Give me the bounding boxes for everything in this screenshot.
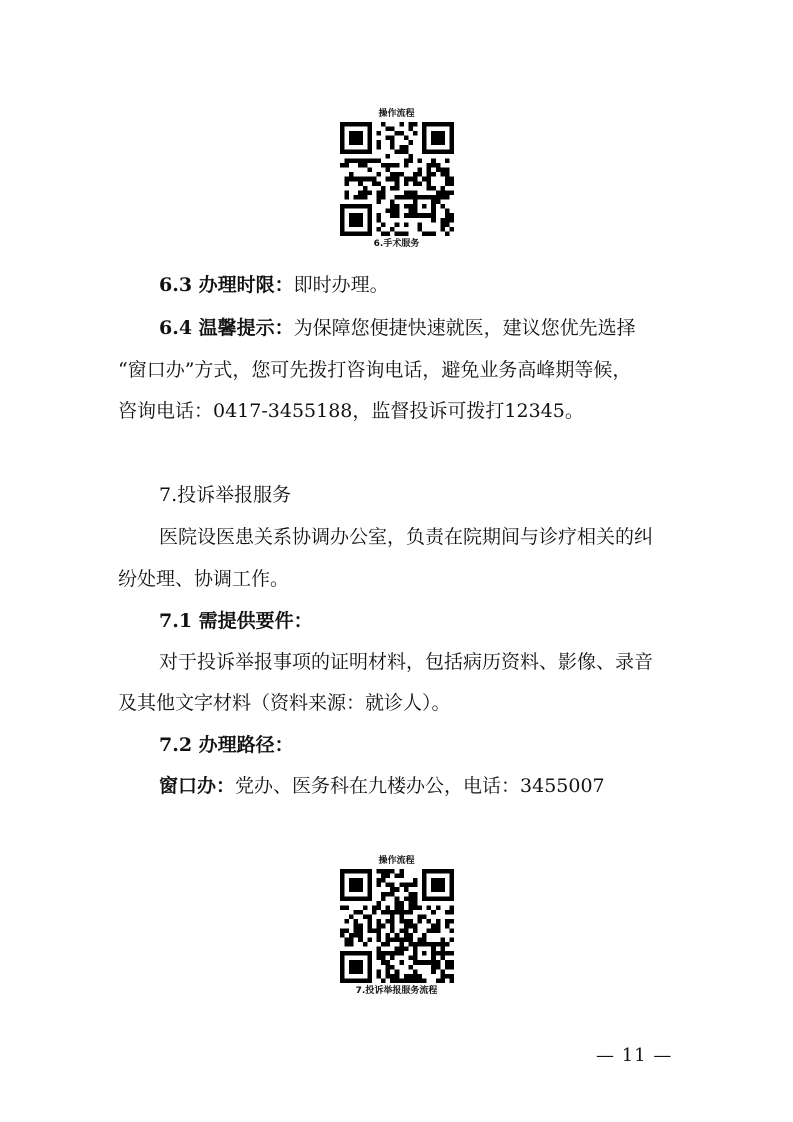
item-6-4-label: 6.4 温馨提示： xyxy=(159,317,294,339)
qr-caption-top: 操作流程 xyxy=(378,856,415,866)
item-6-3-text: 即时办理。 xyxy=(293,274,389,296)
item-6-4-line-2: “窗口办”方式，您可先拨打咨询电话，避免业务高峰期等候， xyxy=(118,359,632,381)
section-7-title: 7.投诉举报服务 xyxy=(159,484,292,506)
section-7-para-line-2: 纷处理、协调工作。 xyxy=(118,568,290,590)
section-7-2-window-text: 党办、医务科在九楼办公，电话：3455007 xyxy=(235,775,605,797)
item-6-4-line-3: 咨询电话：0417-3455188，监督投诉可拨打12345。 xyxy=(118,400,584,422)
section-7-2-title: 7.2 办理路径： xyxy=(159,734,294,756)
section-7-1-para-line-1: 对于投诉举报事项的证明材料，包括病历资料、影像、录音 xyxy=(159,651,654,673)
item-6-4 xyxy=(159,315,636,341)
section-7-2-window-label: 窗口办： xyxy=(159,775,236,797)
qr-caption-bottom: 7.投诉举报服务流程 xyxy=(355,986,438,996)
section-7-1-para-line-2: 及其他文字材料（资料来源：就诊人）。 xyxy=(118,692,451,714)
qr-block-complaint xyxy=(0,855,793,997)
qr-block-surgery xyxy=(0,108,793,250)
section-7-2-window xyxy=(159,773,605,799)
item-6-3 xyxy=(159,272,389,298)
section-7-para-line-1: 医院设医患关系协调办公室，负责在院期间与诊疗相关的纠 xyxy=(159,526,654,548)
qr-code-complaint xyxy=(340,869,454,983)
qr-caption-bottom: 6.手术服务 xyxy=(373,239,420,249)
item-6-4-text: 为保障您便捷快速就医，建议您优先选择 xyxy=(293,317,636,339)
section-7-1-title: 7.1 需提供要件： xyxy=(159,610,313,632)
page-number: — 11 — xyxy=(596,1045,673,1066)
item-6-3-label: 6.3 办理时限： xyxy=(159,274,294,296)
qr-caption-top: 操作流程 xyxy=(378,109,415,119)
qr-code-surgery xyxy=(340,122,454,236)
